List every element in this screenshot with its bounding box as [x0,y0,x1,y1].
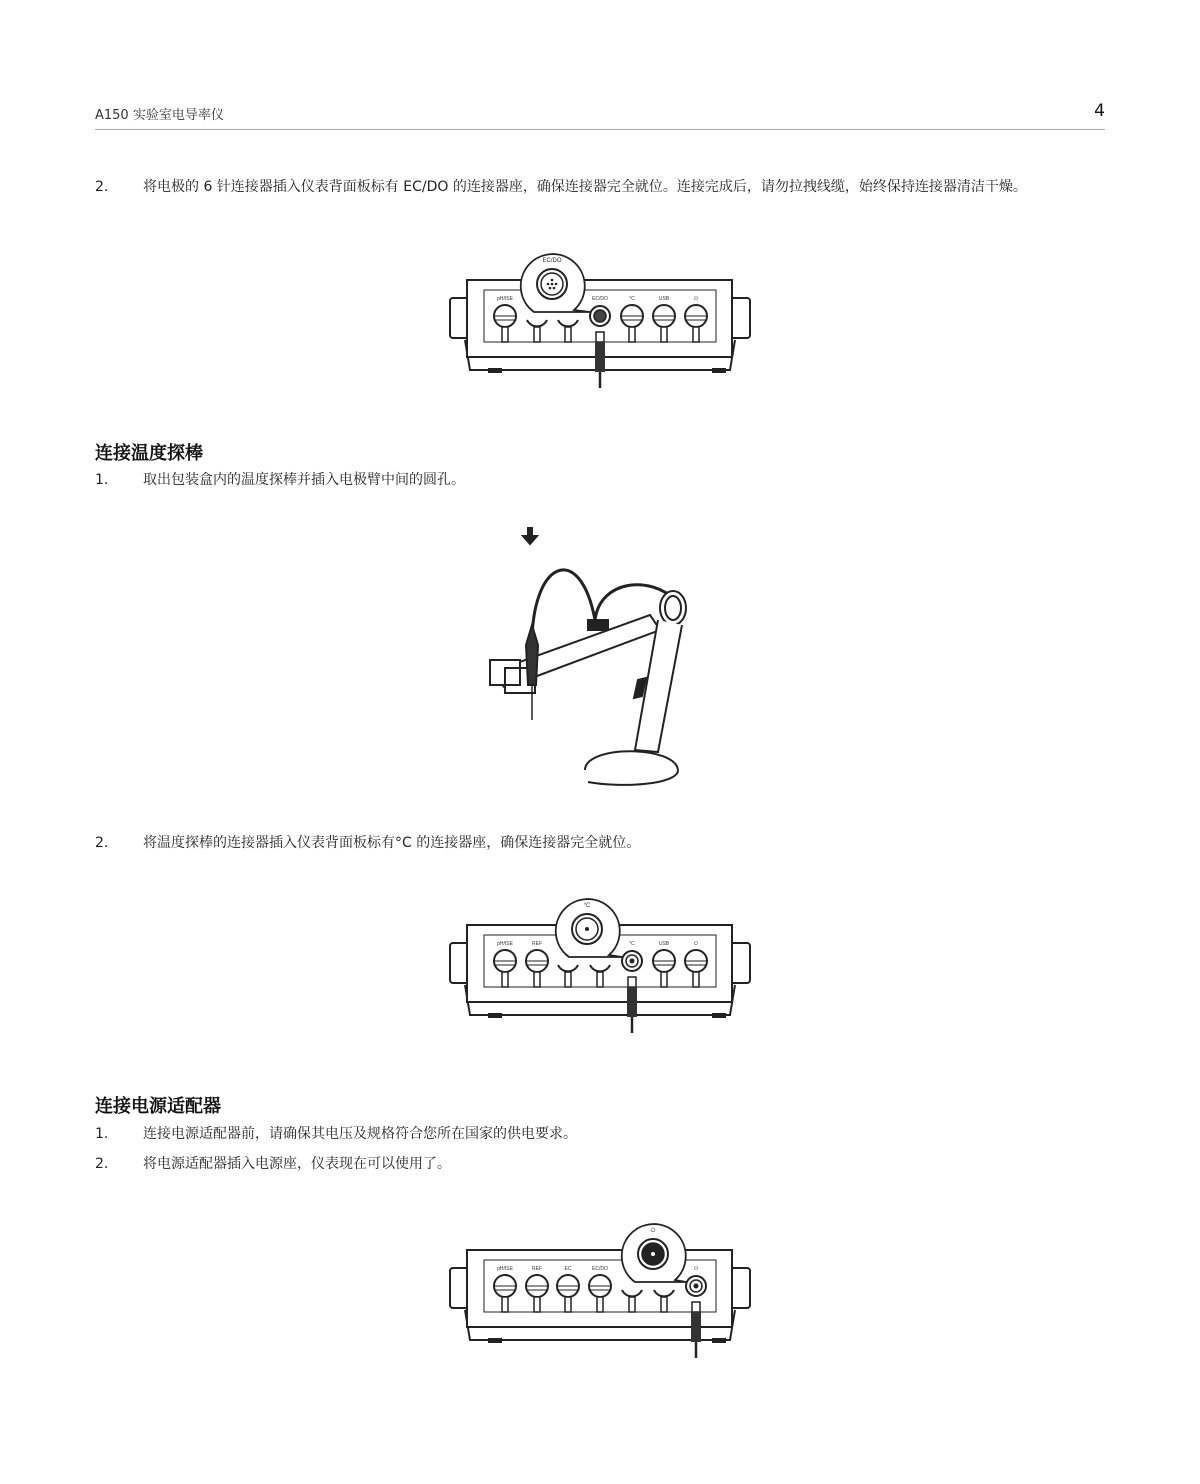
electrode-arm-probe-figure [470,520,700,795]
port-label: EC/DO [592,296,608,302]
connector-pin [651,1252,655,1256]
port-label: pH/ISE [497,296,513,302]
port-cover-stem [534,327,540,342]
port-cover-stem [534,1297,540,1312]
callout-label: EC/DO [542,258,562,264]
section-heading-power-adapter: 连接电源适配器 [95,1096,221,1117]
port-label: EC/DO [592,1266,608,1272]
temperature-connector-figure [440,885,760,1035]
port-label: ⏻ [694,941,698,947]
callout-label: ⏻ [650,1228,656,1234]
list-item [95,172,1105,202]
connector-pin [547,283,550,286]
meter-foot [712,1338,726,1343]
port-cover-stem [661,1297,667,1312]
port-cover-stem [693,327,699,342]
list-item [95,465,1105,495]
port-label: EC [564,1266,572,1272]
meter-foot [488,1013,502,1018]
connector-pin [553,287,556,290]
item-text: 将温度探棒的连接器插入仪表背面板标有°C 的连接器座，确保连接器完全就位。 [143,835,641,851]
connector-pin [549,287,552,290]
meter-foot [488,1338,502,1343]
insert-arrow-icon [523,528,537,544]
port-cover-stem [661,327,667,342]
connector-pin [551,283,554,286]
meter-foot [712,368,726,373]
port-label: ⏻ [694,296,698,302]
plug-body [627,987,637,1017]
header-title: A150 实验室电导率仪 [95,108,224,123]
section-heading-temperature-probe: 连接温度探棒 [95,443,203,464]
stand-base [585,751,678,785]
port-cover-stem [597,972,603,987]
port-label: pH/ISE [497,1266,513,1272]
meter-foot [712,1013,726,1018]
item-text: 取出包装盒内的温度探棒并插入电极臂中间的圆孔。 [143,472,465,488]
list-item [95,828,1105,858]
port-cover-stem [629,1297,635,1312]
connector-pin [694,1284,699,1289]
connector-pin [551,279,554,282]
port-label: °C [629,296,635,302]
connector-socket-inner [594,310,606,322]
port-cover-stem [502,972,508,987]
item-number: 1. [95,472,109,488]
probe-hole [588,620,608,630]
connector-pin [585,927,589,931]
item-number: 1. [95,1126,109,1142]
connector-pin [555,283,558,286]
plug-tip [596,332,604,342]
port-cover-stem [565,972,571,987]
port-label: ⏻ [694,1266,698,1272]
port-label: USB [658,296,670,302]
port-cover-stem [534,972,540,987]
item-text: 将电极的 6 针连接器插入仪表背面板标有 EC/DO 的连接器座，确保连接器完全就位。连接完成后，请勿拉拽线缆，始终保持连接器清洁干燥。 [143,179,1027,195]
port-label: USB [658,941,670,947]
item-text: 连接电源适配器前，请确保其电压及规格符合您所在国家的供电要求。 [143,1126,577,1142]
connector-pin [630,959,635,964]
header-divider [95,129,1105,130]
meter-foot [488,368,502,373]
item-number: 2. [95,835,109,851]
plug-tip [628,977,636,987]
callout-label: °C [583,903,591,909]
list-item [95,1149,1105,1179]
port-label: REF [532,1266,542,1272]
plug-body [691,1312,701,1342]
port-cover-stem [502,1297,508,1312]
power-connector-figure [440,1210,760,1360]
item-text: 将电源适配器插入电源座，仪表现在可以使用了。 [143,1156,451,1172]
port-cover-stem [661,972,667,987]
ec-do-connector-figure [440,240,760,390]
port-label: REF [532,941,542,947]
item-number: 2. [95,179,109,195]
page-number: 4 [1094,101,1105,121]
plug-tip [692,1302,700,1312]
port-cover-stem [693,972,699,987]
plug-body [595,342,605,372]
port-cover-stem [502,327,508,342]
port-cover-stem [629,327,635,342]
port-cover-stem [597,1297,603,1312]
port-label: °C [629,941,635,947]
list-item [95,1119,1105,1149]
port-cover-stem [565,1297,571,1312]
temperature-probe [526,625,538,685]
item-number: 2. [95,1156,109,1172]
port-label: pH/ISE [497,941,513,947]
port-cover-stem [565,327,571,342]
